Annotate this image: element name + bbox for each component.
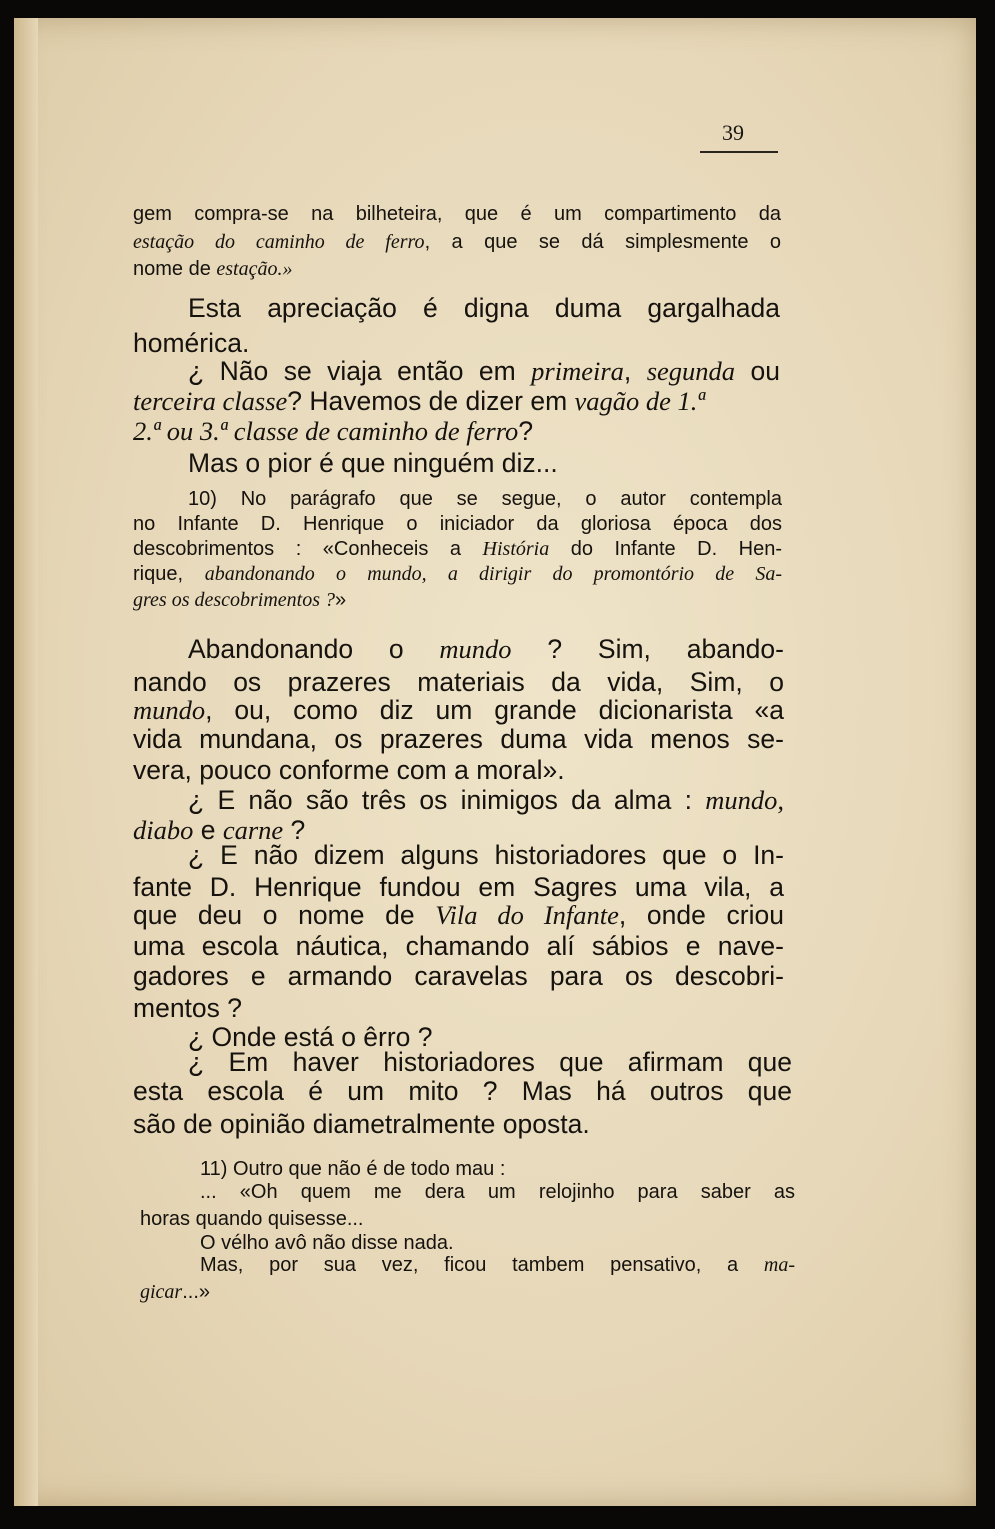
italic-span: ma- (763, 1254, 795, 1276)
text-span: gem compra-se na bilheteira, que é um compartimento da (133, 203, 781, 225)
text-span: ¿ E não dizem alguns historiadores que o In- (188, 840, 784, 870)
text-span: ? Sim, abando- (511, 634, 784, 664)
text-line (133, 386, 705, 417)
text-span: são de opinião diametralmente oposta. (133, 1109, 590, 1139)
text-span: O vélho avô não disse nada. (200, 1232, 454, 1254)
text-line (188, 634, 784, 665)
text-span: , (623, 356, 647, 386)
italic-span: segunda (646, 356, 736, 386)
text-span: 10) No parágrafo que se segue, o autor contempla (188, 488, 782, 510)
text-span: ...» (182, 1281, 211, 1303)
text-line (188, 448, 558, 479)
text-span: vera, pouco conforme com a moral». (133, 755, 565, 785)
text-span: ou (735, 356, 780, 386)
text-span: rique, (133, 563, 205, 585)
italic-span: gres os descobrimentos ? (133, 589, 336, 611)
text-line (200, 1254, 795, 1277)
text-line (133, 900, 784, 931)
text-line (133, 538, 782, 561)
italic-span: Vila do Infante (435, 900, 619, 930)
text-span: ? (518, 416, 534, 446)
text-span: ... «Oh quem me dera um relojinho para saber as (200, 1181, 795, 1203)
italic-span: estação do caminho de ferro (133, 231, 425, 253)
text-line (140, 1281, 210, 1304)
text-span: ¿ E não são três os inimigos da alma : (188, 785, 706, 815)
italic-span: primeira (531, 356, 624, 386)
text-line (133, 667, 784, 698)
text-line (133, 931, 784, 962)
text-line (133, 203, 781, 226)
text-span: 11) Outro que não é de todo mau : (200, 1158, 506, 1180)
text-span: » (335, 589, 347, 611)
text-span: Esta apreciação é digna duma gargalhada (188, 293, 780, 323)
text-line (133, 563, 782, 586)
text-span: do Infante D. Hen- (549, 538, 783, 560)
text-line (133, 416, 533, 447)
text-line (133, 993, 242, 1024)
text-line (133, 695, 784, 726)
text-span: horas quando quisesse... (140, 1208, 364, 1230)
italic-span: terceira classe (133, 386, 288, 416)
text-line (133, 231, 781, 254)
text-span: Abandonando o (188, 634, 440, 664)
italic-span: mundo, (705, 785, 784, 815)
text-span: nome de (133, 258, 217, 280)
page-number-rule (700, 151, 778, 153)
text-line (133, 1076, 792, 1107)
text-line (188, 785, 784, 816)
text-line (133, 589, 346, 612)
text-line (133, 258, 292, 281)
text-span: , a que se dá simplesmente o (424, 231, 781, 253)
text-span: ¿ Não se viaja então em (188, 356, 532, 386)
italic-span: estação.» (216, 258, 293, 280)
text-span: nando os prazeres materiais da vida, Sim, o (133, 667, 784, 697)
text-line (200, 1232, 454, 1255)
text-span: vida mundana, os prazeres duma vida menos se- (133, 724, 784, 754)
italic-span: abandonando o mundo, a dirigir do promontório de Sa- (204, 563, 782, 585)
text-line (133, 755, 565, 786)
text-line (200, 1158, 505, 1181)
text-span: ? (283, 815, 306, 845)
text-span: gadores e armando caravelas para os descobri- (133, 961, 784, 991)
italic-span: 2.ª ou 3.ª classe de caminho de ferro (133, 416, 519, 446)
text-line (133, 1109, 590, 1140)
text-line (133, 724, 784, 755)
text-span: Mas o pior é que ninguém diz... (188, 448, 558, 478)
text-span: ¿ Onde está o êrro ? (188, 1022, 433, 1052)
text-line (200, 1181, 795, 1204)
italic-span: gicar (140, 1281, 183, 1303)
text-span: uma escola náutica, chamando alí sábios e nave- (133, 931, 784, 961)
text-span: descobrimentos : «Conheceis a (133, 538, 483, 560)
text-span: , ou, como diz um grande dicionarista «a (205, 695, 784, 725)
italic-span: História (482, 538, 550, 560)
page-number: 39 (722, 120, 744, 145)
text-line (133, 328, 249, 359)
text-line (133, 513, 782, 536)
text-line (188, 1047, 792, 1078)
text-line (188, 488, 782, 511)
text-line (133, 961, 784, 992)
text-span: homérica. (133, 328, 250, 358)
text-span: no Infante D. Henrique o iniciador da gloriosa época dos (133, 513, 782, 535)
italic-span: vagão de 1.ª (574, 386, 705, 416)
text-span: mentos ? (133, 993, 243, 1023)
text-span: esta escola é um mito ? Mas há outros que (133, 1076, 792, 1106)
text-line (188, 840, 784, 871)
text-span: ? Havemos de dizer em (287, 386, 575, 416)
text-span: fante D. Henrique fundou em Sagres uma vila, a (133, 872, 784, 902)
text-span: ¿ Em haver historiadores que afirmam que (188, 1047, 792, 1077)
text-span: e (193, 815, 223, 845)
italic-span: mundo (439, 634, 512, 664)
text-line (188, 356, 780, 387)
page-fold-shadow (14, 18, 38, 1506)
text-span: , onde criou (618, 900, 784, 930)
italic-span: mundo (133, 695, 206, 725)
text-span: que deu o nome de (133, 900, 436, 930)
text-line (188, 293, 780, 324)
italic-span: carne (222, 815, 284, 845)
text-span: Mas, por sua vez, ficou tambem pensativo, a (200, 1254, 764, 1276)
italic-span: diabo (133, 815, 194, 845)
text-line (140, 1208, 364, 1231)
text-line (133, 872, 784, 903)
